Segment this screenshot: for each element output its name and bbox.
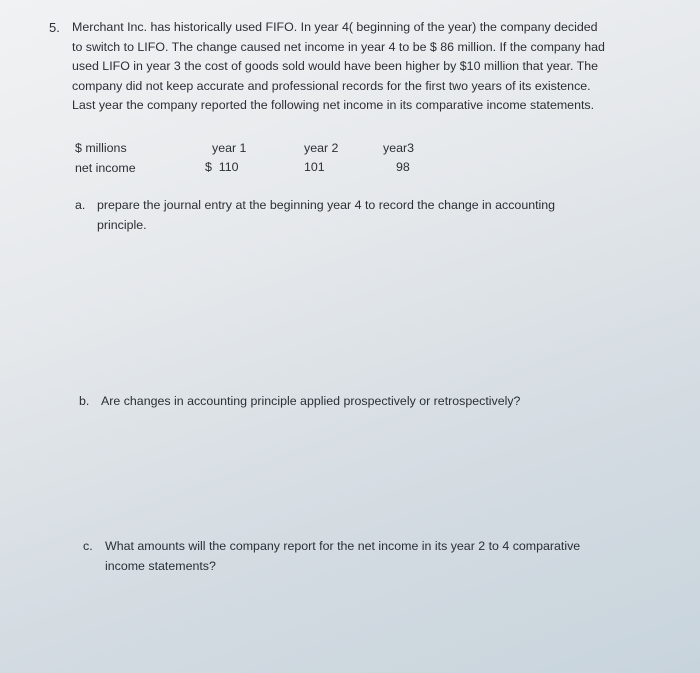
- question-line: company did not keep accurate and professional records for the first two years of its existence.: [72, 78, 591, 93]
- question-line: to switch to LIFO. The change caused net income in year 4 to be $ 86 million. If the company had: [72, 39, 605, 54]
- table-header-year3: year3: [383, 141, 414, 155]
- table-cell-year2: 101: [304, 160, 325, 174]
- table-header-units: $ millions: [75, 141, 127, 155]
- table-header-year2: year 2: [304, 141, 339, 155]
- question-line: Merchant Inc. has historically used FIFO. In year 4( beginning of the year) the company decided: [72, 20, 598, 34]
- part-a-text: [97, 196, 555, 235]
- question-paragraph: [72, 18, 672, 116]
- part-c-letter: c.: [83, 539, 93, 553]
- part-c-line: income statements?: [105, 558, 216, 573]
- table-cell-year3: 98: [396, 160, 410, 174]
- part-a-line: principle.: [97, 217, 147, 232]
- part-a-letter: a.: [75, 198, 86, 212]
- part-b-text: [101, 392, 520, 412]
- table-cell-year1: $ 110: [205, 160, 239, 174]
- part-b-line: Are changes in accounting principle applied prospectively or retrospectively?: [101, 394, 521, 408]
- part-c-line: What amounts will the company report for the net income in its year 2 to 4 comparative: [105, 539, 581, 553]
- part-c-text: [105, 537, 580, 576]
- table-header-year1: year 1: [212, 141, 247, 155]
- question-line: Last year the company reported the following net income in its comparative income statements.: [72, 98, 595, 113]
- table-row-label: net income: [75, 161, 136, 175]
- part-a-line: prepare the journal entry at the beginning year 4 to record the change in accounting: [97, 198, 556, 212]
- question-number: 5.: [49, 20, 60, 35]
- part-b-letter: b.: [79, 394, 90, 408]
- question-line: used LIFO in year 3 the cost of goods sold would have been higher by $10 million that year. The: [72, 59, 599, 74]
